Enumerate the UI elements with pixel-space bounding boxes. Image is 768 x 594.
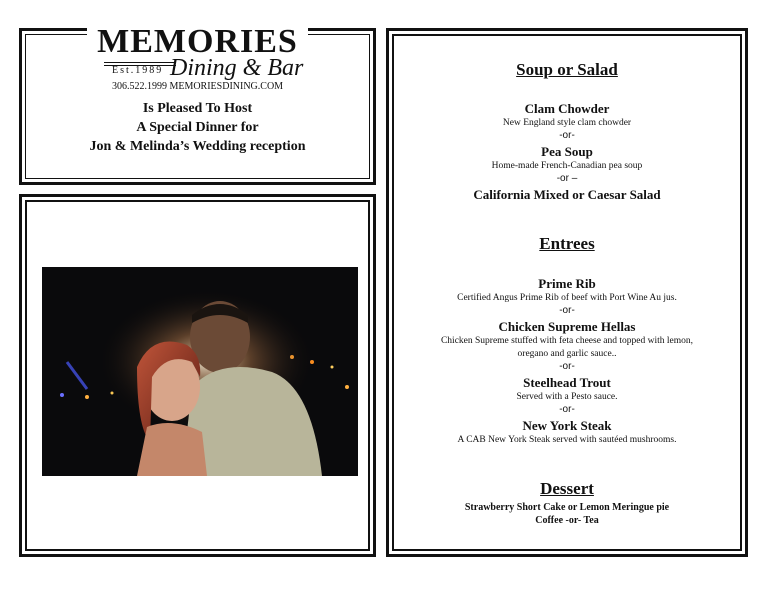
host-line: Jon & Melinda’s Wedding reception [89,139,306,154]
menu-item-description: A CAB New York Steak served with sautéed mushrooms. [457,435,677,445]
menu-item-name: Chicken Supreme Hellas [498,319,636,334]
menu-item-name: California Mixed or Caesar Salad [473,187,661,202]
couple-photo [42,267,358,476]
entrees-heading: Entrees [539,234,595,253]
menu-separator: -or- [559,130,575,141]
contact-info: 306.522.1999 MEMORIESDINING.COM [111,81,284,92]
couple-photo-illustration [42,267,358,476]
header-card [19,23,376,185]
soup-salad-heading: Soup or Salad [516,60,618,79]
dessert-line: Coffee -or- Tea [535,515,599,526]
menu-item-description: oregano and garlic sauce.. [517,349,617,359]
restaurant-logo [22,23,373,92]
logo-rule-top [104,62,176,63]
menu-item-name: Prime Rib [538,276,596,291]
photo-card [19,194,376,557]
logo-established: Est.1989 [112,65,164,76]
menu-separator: -or – [556,173,578,184]
dessert-heading: Dessert [540,479,594,498]
host-line: A Special Dinner for [136,120,259,135]
menu-card [386,28,748,557]
menu-separator: -or- [559,404,575,415]
menu-separator: -or- [559,305,575,316]
menu-item-name: Pea Soup [541,144,593,159]
menu-item-description: Certified Angus Prime Rib of beef with Port Wine Au jus. [457,293,677,303]
dessert-line: Strawberry Short Cake or Lemon Meringue pie [464,502,670,513]
host-line: Is Pleased To Host [142,101,253,116]
menu-item-description: Home-made French-Canadian pea soup [491,161,643,171]
logo-subtitle: Dining & Bar [170,55,304,81]
menu-item-name: Clam Chowder [524,101,610,116]
menu-item-name: New York Steak [522,418,612,433]
logo-main-text: MEMORIES [87,23,308,61]
menu-item-description: New England style clam chowder [502,118,632,128]
menu-item-description: Chicken Supreme stuffed with feta cheese and topped with lemon, [440,336,694,346]
menu-item-name: Steelhead Trout [523,375,611,390]
host-message [22,99,373,156]
menu-item-description: Served with a Pesto sauce. [516,392,618,402]
menu-separator: -or- [559,361,575,372]
